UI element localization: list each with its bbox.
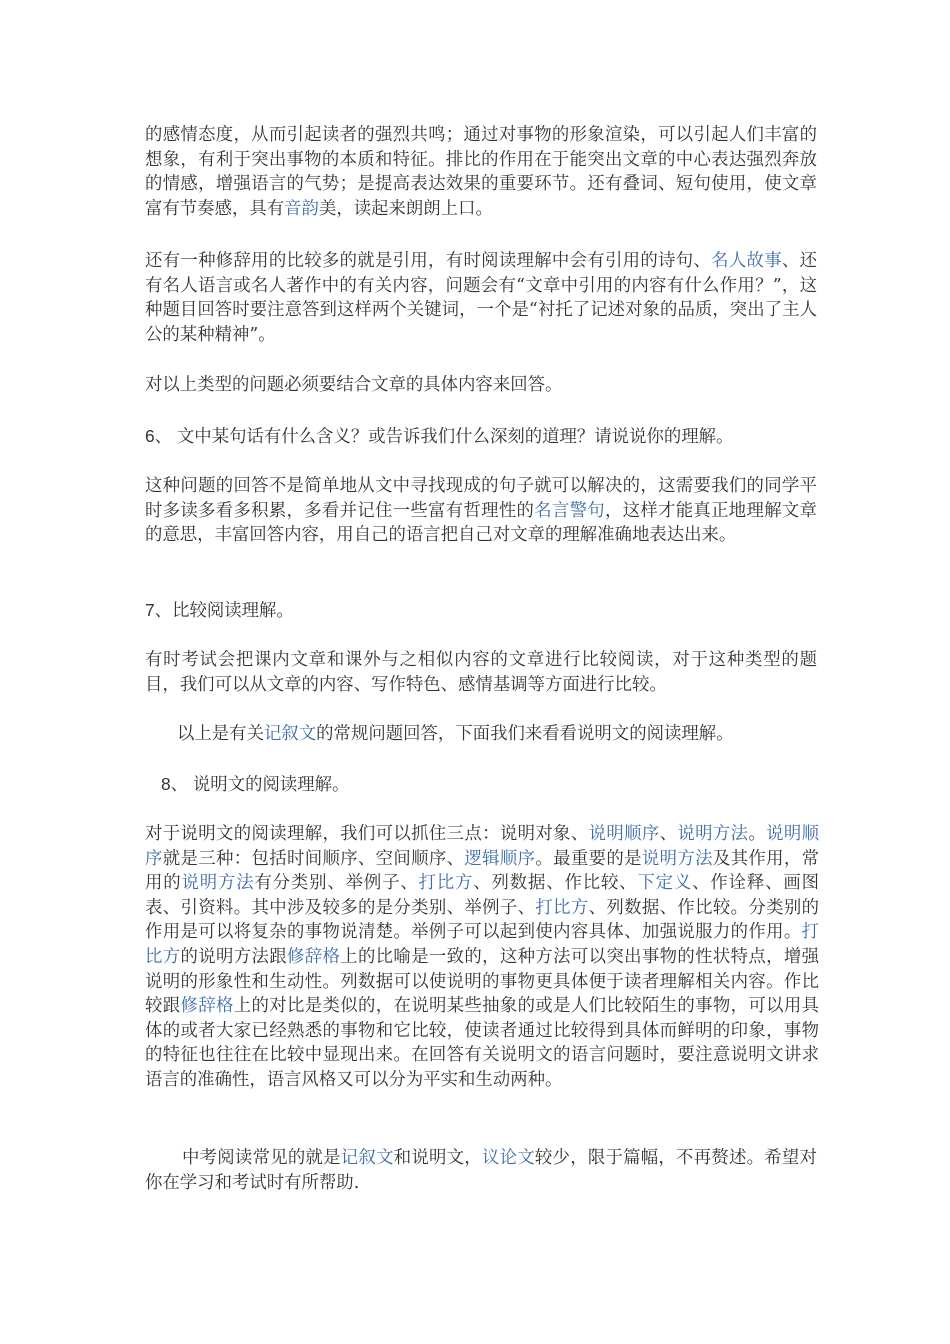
inline-link[interactable]: 打比方 <box>418 873 474 894</box>
inline-link[interactable]: 音韵 <box>284 198 319 219</box>
inline-link[interactable]: 议论文 <box>481 1148 535 1168</box>
text-run: 的说明方法跟 <box>180 946 287 967</box>
text-run: 、 <box>659 824 678 844</box>
text-run: 及其作用，常用的 <box>145 848 819 894</box>
text-run: ，这样才能真正地理解文章的意思，丰富回答内容，用自己的语言把自己对文章的理解准确地表达出来。 <box>145 500 817 546</box>
text-run: 、列数据、作比较。分类别的作用是可以将复杂的事物说清楚。举例子可以起到使内容具体、加强说服力的作用。 <box>145 897 819 943</box>
paragraph-expository-text <box>145 822 819 1093</box>
text-run: 中考阅读常见的就是 <box>182 1148 341 1168</box>
text-run: 有时考试会把课内文章和课外与之相似内容的文章进行比较阅读，对于这种类型的题目，我们可以从文章的内容、写作特色、感情基调等方面进行比较。 <box>145 650 817 695</box>
text-run: 文中某句话有什么含义？或告诉我们什么深刻的道理？请说说你的理解。 <box>176 427 734 447</box>
heading-question-7 <box>145 598 817 624</box>
inline-link[interactable]: 记叙文 <box>263 724 317 744</box>
text-run: 、列数据、作比较、 <box>473 873 638 894</box>
text-run: 上的比喻是一致的，这种方法可以突出事物的性状特点，增强说明的形象性和生动性。列数据可以使说明的事物更具体便于读者理解相关内容。作比较跟 <box>145 946 819 1017</box>
inline-link[interactable]: 说明顺序 <box>145 824 819 869</box>
inline-link[interactable]: 修辞格 <box>286 946 341 967</box>
inline-link[interactable]: 名人故事 <box>711 251 782 271</box>
inline-link[interactable]: 说明方法 <box>641 848 713 869</box>
paragraph-conclusion <box>145 1146 817 1195</box>
text-run: 、作诠释、画图表、引资料。其中涉及较多的是分类别、举例子、 <box>145 873 819 918</box>
text-run: 就是三种：包括时间顺序、空间顺序、 <box>162 848 465 869</box>
paragraph-combine-content <box>145 373 817 398</box>
list-number: 8、 <box>161 774 193 794</box>
text-run: 上的对比是类似的，在说明某些抽象的或是人们比较陌生的事物，可以用具体的或者大家已经熟悉的事物和它比较，使读者通过比较得到具体而鲜明的印象，事物的特征也往往在比较中显现出来。在回答有关说明文的语言问题时，要注意说明文讲求语言的准确性，语言风格又可以分为平实和生动两种。 <box>145 996 819 1090</box>
text-run: 。 <box>748 824 767 844</box>
list-number: 7、 <box>145 600 173 620</box>
text-run: 、还有名人语言或名人著作中的有关内容，问题会有“文章中引用的内容有什么作用？”，这种题目回答时要注意答到这样两个关键词，一个是“衬托了记述对象的品质，突出了主人公的某种精神”。 <box>145 251 817 345</box>
inline-link[interactable]: 逻辑顺序 <box>464 848 536 869</box>
text-run: 比较阅读理解。 <box>172 601 294 621</box>
inline-link[interactable]: 说明顺序 <box>588 824 660 844</box>
text-run: 还有一种修辞用的比较多的就是引用，有时阅读理解中会有引用的诗句、 <box>145 251 712 271</box>
paragraph-quotation <box>145 249 817 347</box>
text-run: 。最重要的是 <box>535 848 642 869</box>
text-run: 较少，限于篇幅，不再赘述。希望对你在学习和考试时有所帮助. <box>145 1148 817 1193</box>
inline-link[interactable]: 记叙文 <box>340 1148 394 1168</box>
text-run: 美，读起来朗朗上口。 <box>318 198 493 219</box>
paragraph-transition <box>177 722 849 747</box>
text-run: 对于说明文的阅读理解，我们可以抓住三点：说明对象、 <box>145 824 589 844</box>
text-run: 这种问题的回答不是简单地从文中寻找现成的句子就可以解决的，这需要我们的同学平时多读多看多积累，多看并记住一些富有哲理性的 <box>145 476 817 521</box>
paragraph-comparative-reading <box>145 648 817 697</box>
inline-link[interactable]: 打比方 <box>145 922 819 967</box>
inline-link[interactable]: 说明方法 <box>181 873 255 894</box>
heading-question-6 <box>145 424 817 450</box>
inline-link[interactable]: 打比方 <box>535 897 589 918</box>
text-run: 说明文的阅读理解。 <box>192 775 350 795</box>
list-number: 6、 <box>145 426 177 446</box>
text-run: 的感情态度，从而引起读者的强烈共鸣；通过对事物的形象渲染，可以引起人们丰富的想象，有利于突出事物的本质和特征。排比的作用在于能突出文章的中心表达强烈奔放的情感，增强语言的气势；是提高表达效果的重要环节。还有叠词、短句使用，使文章富有节奏感，具有 <box>145 125 817 219</box>
text-run: 以上是有关 <box>177 724 264 744</box>
inline-link[interactable]: 下定义 <box>637 873 693 894</box>
inline-link[interactable]: 名言警句 <box>534 500 605 521</box>
text-run: 有分类别、举例子、 <box>254 873 419 894</box>
heading-question-8 <box>161 772 833 798</box>
text-run: 对以上类型的问题必须要结合文章的具体内容来回答。 <box>145 375 563 395</box>
inline-link[interactable]: 修辞格 <box>180 996 234 1017</box>
paragraph-rhetoric-effects <box>145 123 817 221</box>
inline-link[interactable]: 说明方法 <box>677 824 749 844</box>
text-run: 的常规问题回答，下面我们来看看说明文的阅读理解。 <box>316 724 734 744</box>
paragraph-sentence-meaning <box>145 474 817 548</box>
text-run: 和说明文， <box>393 1148 482 1168</box>
